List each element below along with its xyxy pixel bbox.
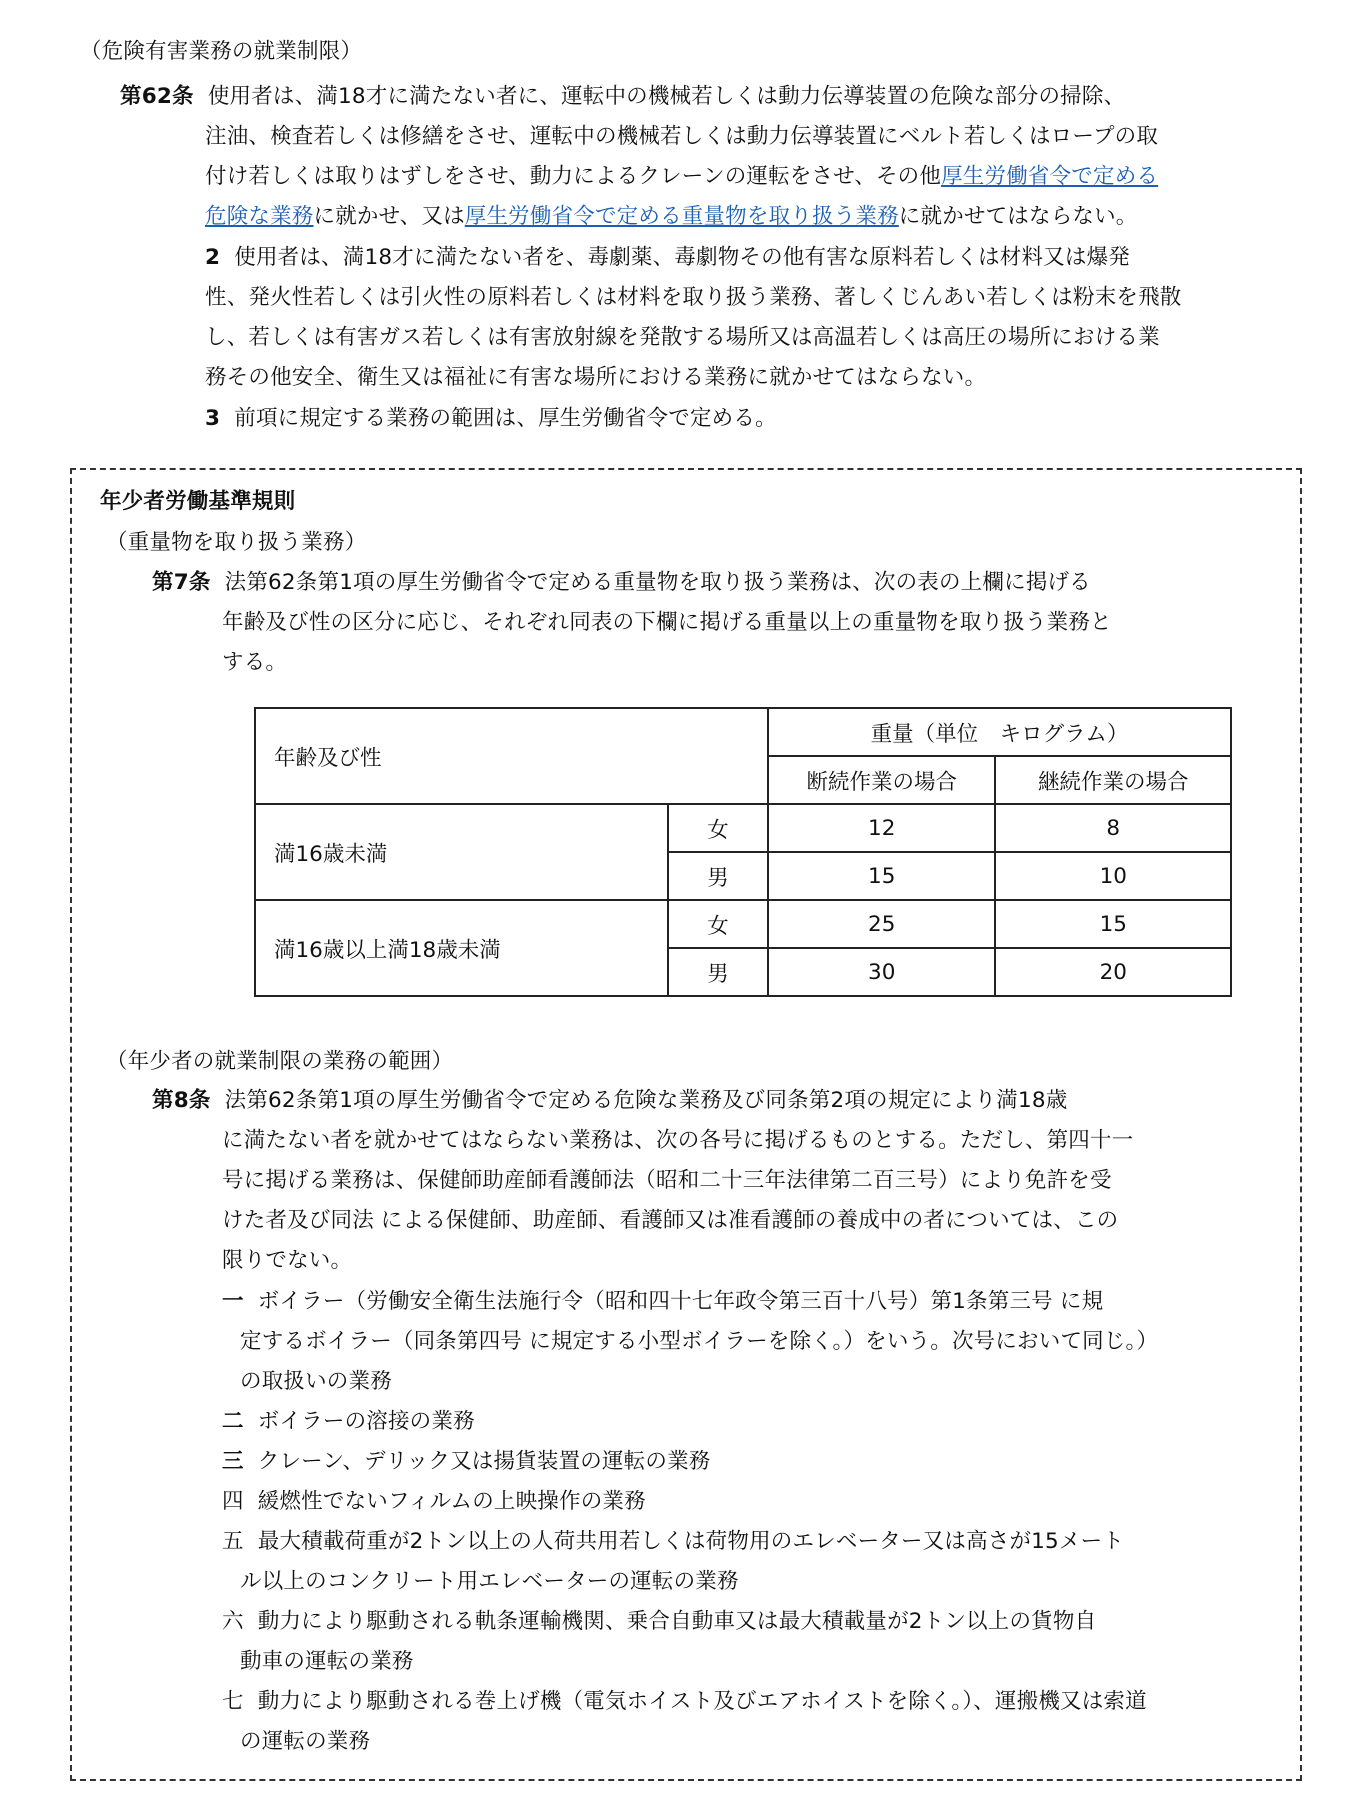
table-header-row	[255, 708, 1231, 756]
text-span: 動力により駆動される軌条運輸機関、乗合自動車又は最大積載量が2トン以上の貨物自	[257, 1609, 1097, 1634]
item-5-line-2: ル以上のコンクリート用エレベーターの運転の業務	[240, 1569, 739, 1594]
header-age-sex: 年齢及び性	[255, 708, 768, 804]
item-1-line-3: の取扱いの業務	[240, 1369, 392, 1394]
paragraph-number: 2	[205, 245, 221, 270]
article-8-caption: （年少者の就業制限の業務の範囲）	[106, 1049, 454, 1074]
intermittent-weight-cell: 25	[768, 900, 996, 948]
text-span: クレーン、デリック又は揚貨装置の運転の業務	[257, 1449, 711, 1474]
article-62-para-1-line-2: 注油、検査若しくは修繕をさせ、運転中の機械若しくは動力伝導装置にベルト若しくはロープの取	[205, 124, 1159, 149]
text-span: 前項に規定する業務の範囲は、厚生労働省令で定める。	[234, 406, 777, 431]
sex-cell: 女	[668, 804, 768, 852]
text-span: 付け若しくは取りはずしをさせ、動力によるクレーンの運転をさせ、その他	[205, 164, 942, 189]
article-62-para-2-line-3: し、若しくは有害ガス若しくは有害放射線を発散する場所又は高温若しくは高圧の場所における業	[205, 325, 1160, 350]
item-6-line-2: 動車の運転の業務	[240, 1649, 414, 1674]
sex-cell: 男	[668, 948, 768, 996]
article-7-line-1	[152, 568, 1091, 598]
continuous-weight-cell: 20	[995, 948, 1231, 996]
item-4	[222, 1487, 646, 1517]
article-8-number: 第8条	[152, 1088, 211, 1113]
continuous-weight-cell: 10	[995, 852, 1231, 900]
article-62-caption: （危険有害業務の就業制限）	[80, 39, 363, 64]
article-8-line-3: 号に掲げる業務は、保健師助産師看護師法（昭和二十三年法律第二百三号）により免許を受	[222, 1168, 1112, 1193]
item-7-line-1	[222, 1687, 1147, 1717]
text-span: 緩燃性でないフィルムの上映操作の業務	[257, 1489, 646, 1514]
item-number: 一	[222, 1289, 244, 1314]
item-number: 六	[222, 1609, 244, 1634]
item-7-line-2: の運転の業務	[240, 1729, 371, 1754]
text-span: 最大積載荷重が2トン以上の人荷共用若しくは荷物用のエレベーター又は高さが15メート	[257, 1529, 1125, 1554]
text-span: 使用者は、満18才に満たない者に、運転中の機械若しくは動力伝導装置の危険な部分の掃除、	[207, 84, 1126, 109]
item-number: 七	[222, 1689, 244, 1714]
continuous-weight-cell: 8	[995, 804, 1231, 852]
mhlw-ordinance-link[interactable]: 厚生労働省令で定める	[941, 164, 1159, 189]
item-number: 二	[222, 1409, 244, 1434]
article-62-para-2-line-4: 務その他安全、衛生又は福祉に有害な場所における業務に就かせてはならない。	[205, 365, 987, 390]
article-7-number: 第7条	[152, 570, 211, 595]
sex-cell: 女	[668, 900, 768, 948]
rules-title: 年少者労働基準規則	[100, 489, 296, 514]
text-span: ボイラーの溶接の業務	[257, 1409, 475, 1434]
article-62-para-1-line-3	[205, 162, 1158, 192]
article-7-line-3: する。	[222, 650, 288, 675]
text-span: 動力により駆動される巻上げ機（電気ホイスト及びエアホイストを除く。）、運搬機又は索道	[257, 1689, 1147, 1714]
intermittent-weight-cell: 15	[768, 852, 996, 900]
article-62-number: 第62条	[120, 84, 194, 109]
text-span: 法第62条第1項の厚生労働省令で定める危険な業務及び同条第2項の規定により満18歳	[224, 1088, 1068, 1113]
article-8-line-4: けた者及び同法 による保健師、助産師、看護師又は准看護師の養成中の者については、この	[222, 1208, 1119, 1233]
item-number: 三	[222, 1449, 244, 1474]
item-number: 四	[222, 1489, 244, 1514]
text-span: に就かせてはならない。	[898, 204, 1138, 229]
header-weight: 重量（単位 キログラム）	[768, 708, 1231, 756]
article-8-line-1	[152, 1086, 1067, 1116]
item-3	[222, 1447, 710, 1477]
item-number: 五	[222, 1529, 244, 1554]
age-group-cell: 満16歳以上満18歳未満	[255, 900, 668, 996]
article-62-para-1-line-4	[205, 202, 1138, 232]
item-1-line-1	[222, 1287, 1103, 1317]
text-span: 使用者は、満18才に満たない者を、毒劇薬、毒劇物その他有害な原料若しくは材料又は爆発	[234, 245, 1131, 270]
table-row	[255, 804, 1231, 852]
article-7-caption: （重量物を取り扱う業務）	[106, 530, 367, 555]
item-6-line-1	[222, 1607, 1096, 1637]
heavy-objects-work-link[interactable]: 厚生労働省令で定める重量物を取り扱う業務	[464, 204, 899, 229]
text-span: 法第62条第1項の厚生労働省令で定める重量物を取り扱う業務は、次の表の上欄に掲げる	[224, 570, 1091, 595]
article-62-para-1-line-1	[120, 82, 1125, 112]
text-span: に就かせ、又は	[313, 204, 465, 229]
article-8-line-5: 限りでない。	[222, 1248, 353, 1273]
dangerous-work-link[interactable]: 危険な業務	[205, 204, 314, 229]
table-row	[255, 900, 1231, 948]
item-5-line-1	[222, 1527, 1124, 1557]
weight-limit-table	[254, 707, 1232, 997]
age-group-cell: 満16歳未満	[255, 804, 668, 900]
intermittent-weight-cell: 30	[768, 948, 996, 996]
sex-cell: 男	[668, 852, 768, 900]
text-span: ボイラー（労働安全衛生法施行令（昭和四十七年政令第三百十八号）第1条第三号 に規	[257, 1289, 1104, 1314]
intermittent-weight-cell: 12	[768, 804, 996, 852]
article-62-para-3	[205, 404, 777, 434]
article-7-line-2: 年齢及び性の区分に応じ、それぞれ同表の下欄に掲げる重量以上の重量物を取り扱う業務と	[222, 610, 1112, 635]
header-continuous: 継続作業の場合	[995, 756, 1231, 804]
continuous-weight-cell: 15	[995, 900, 1231, 948]
article-62-para-2-line-1	[205, 243, 1130, 273]
article-8-line-2: に満たない者を就かせてはならない業務は、次の各号に掲げるものとする。ただし、第四十一	[222, 1128, 1134, 1153]
item-2	[222, 1407, 475, 1437]
item-1-line-2: 定するボイラー（同条第四号 に規定する小型ボイラーを除く。）をいう。次号において同じ。）	[240, 1329, 1159, 1354]
header-intermittent: 断続作業の場合	[768, 756, 996, 804]
paragraph-number: 3	[205, 406, 221, 431]
article-62-para-2-line-2: 性、発火性若しくは引火性の原料若しくは材料を取り扱う業務、著しくじんあい若しくは粉末を飛散	[205, 285, 1182, 310]
